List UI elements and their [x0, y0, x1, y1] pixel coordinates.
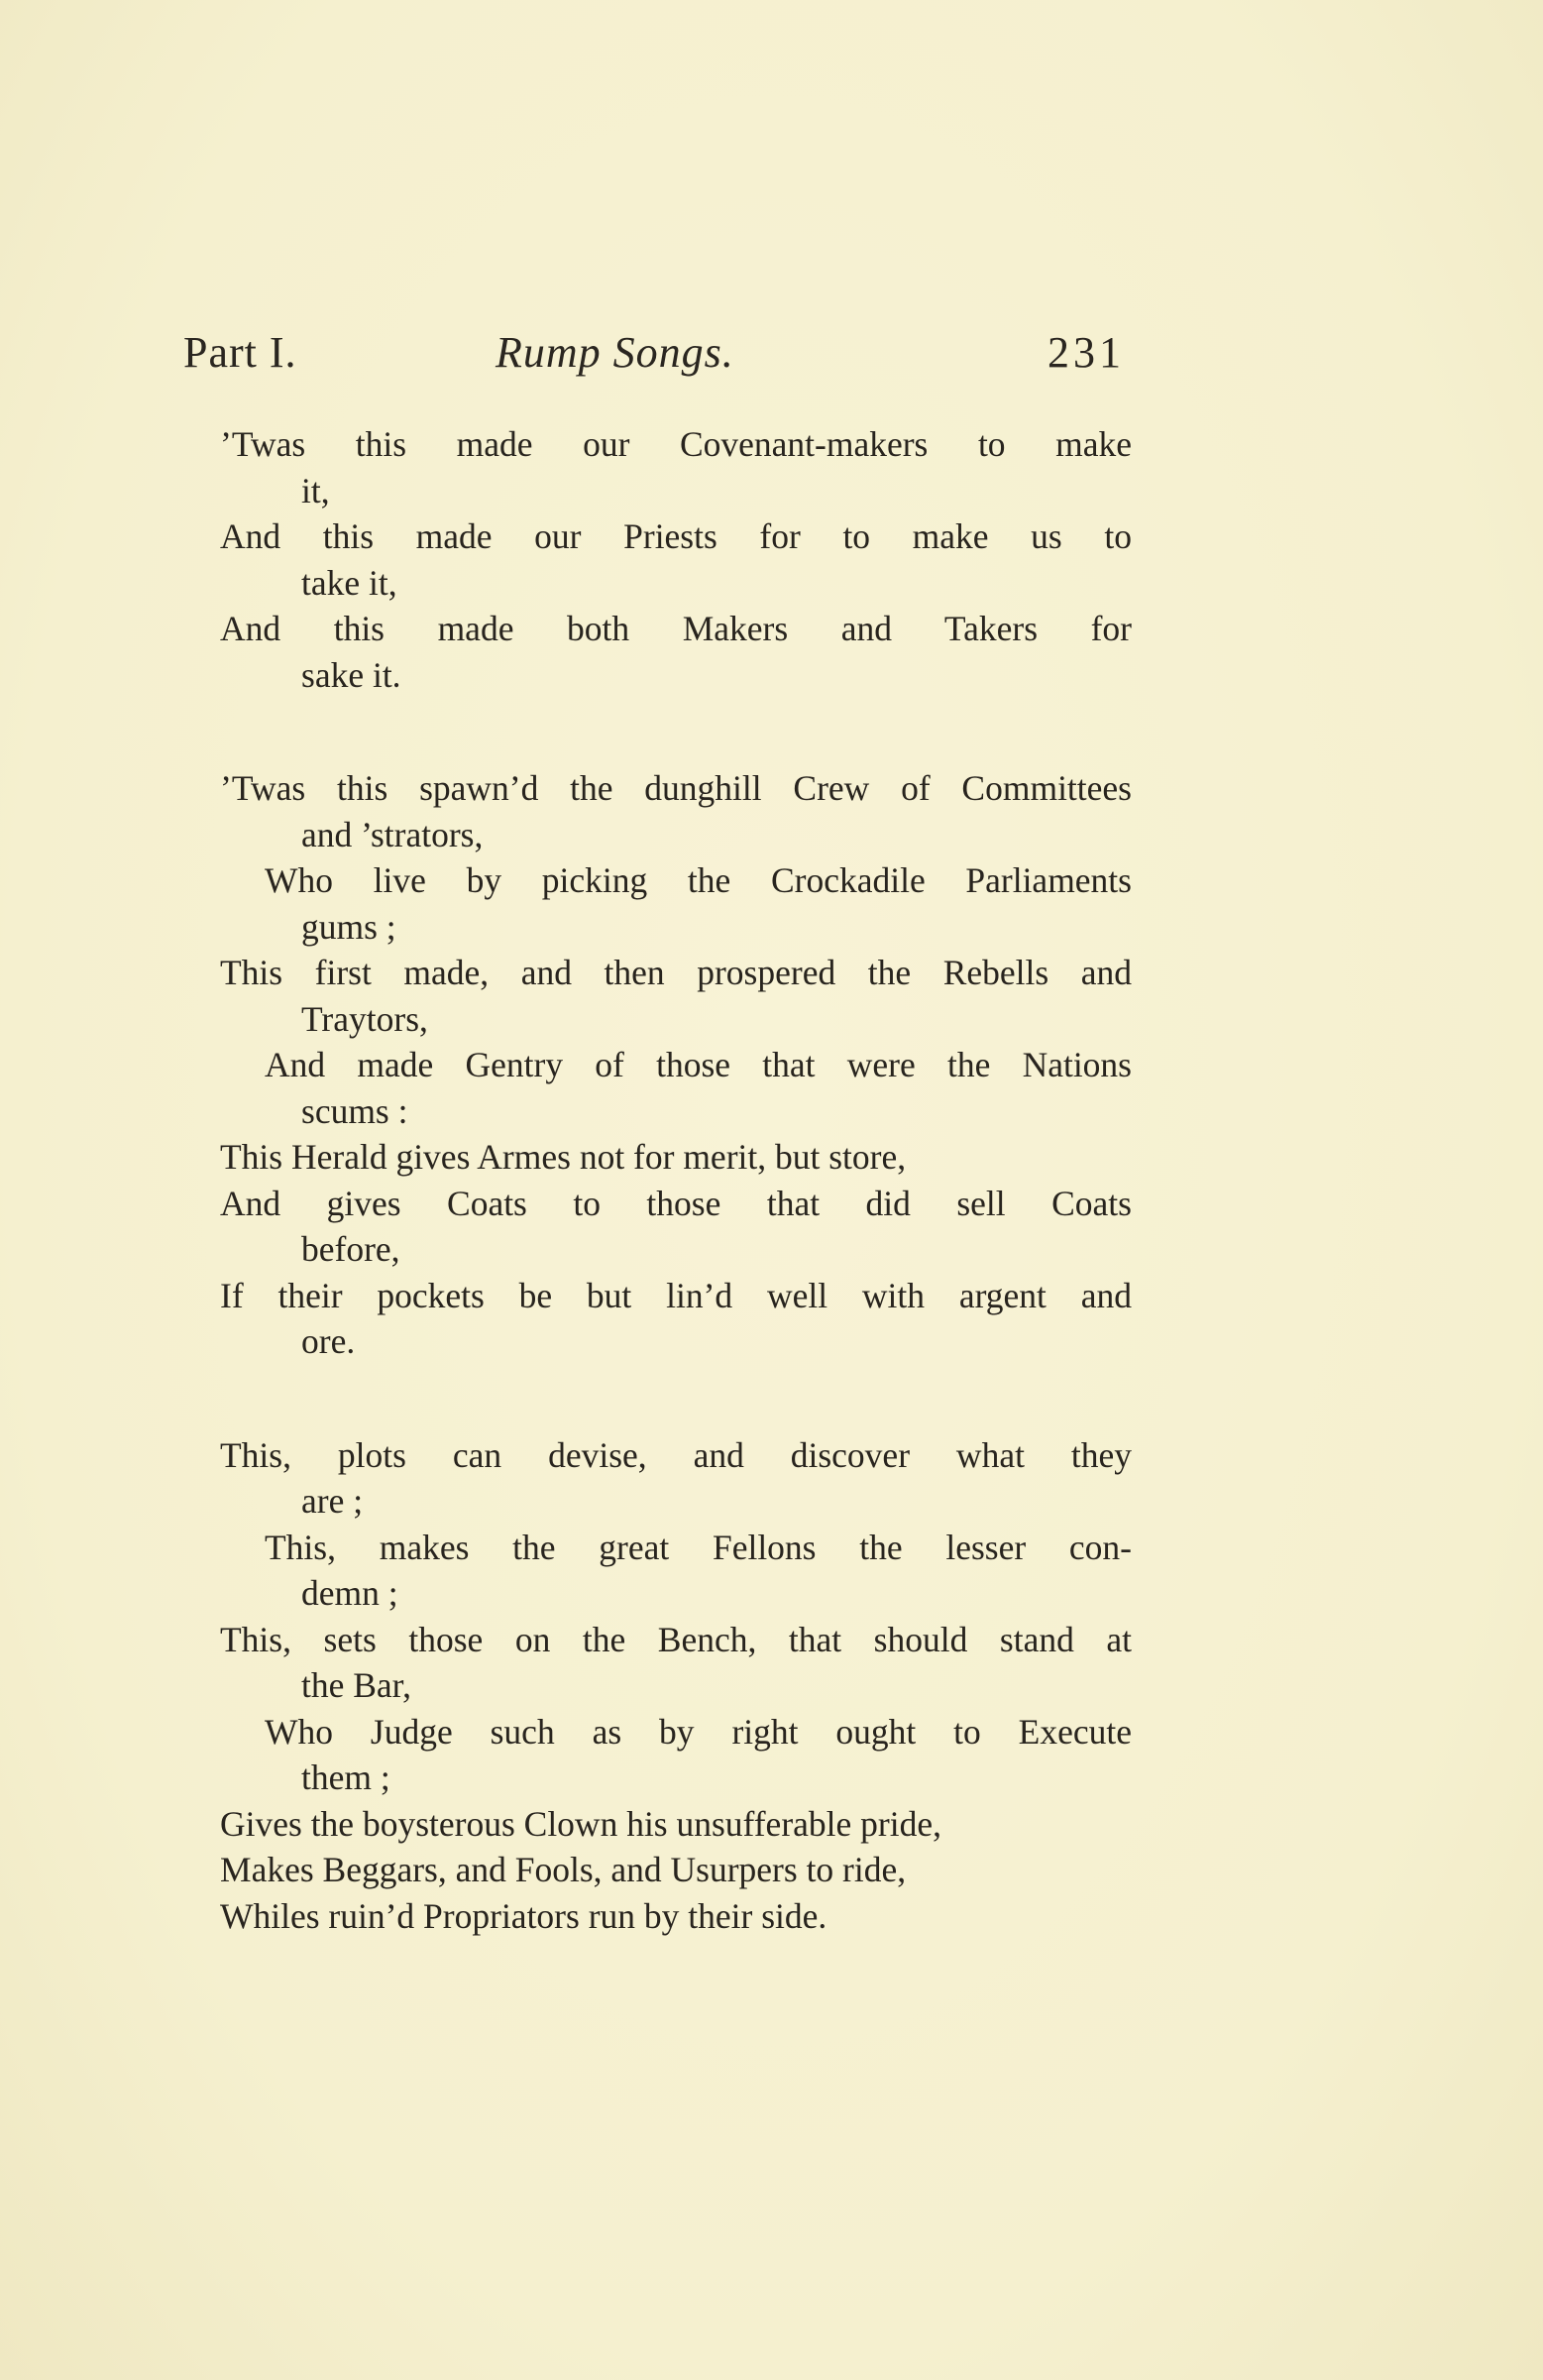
- stanza-break: [220, 1365, 1132, 1432]
- verse-line-continuation: take it,: [301, 562, 397, 603]
- verse-line-continuation: are ;: [301, 1481, 364, 1521]
- verse-line-continuation: and ’strators,: [301, 814, 484, 854]
- verse-line: Whiles ruin’d Propriators run by their side.: [220, 1895, 827, 1936]
- verse-line: And this made both Makers and Takers for: [220, 609, 1132, 648]
- verse-line-continuation: it,: [301, 470, 330, 510]
- part-label: Part I.: [183, 328, 297, 377]
- running-header: [183, 327, 1125, 397]
- stanza-1: [220, 421, 1132, 698]
- verse-line-continuation: demn ;: [301, 1573, 398, 1613]
- verse-line-continuation: them ;: [301, 1757, 390, 1797]
- verse-line: This first made, and then prospered the Rebells and: [220, 953, 1132, 992]
- verse-line: And gives Coats to those that did sell Coats: [220, 1183, 1132, 1223]
- verse-line: Makes Beggars, and Fools, and Usurpers to ride,: [220, 1850, 907, 1889]
- stanza-2: [220, 765, 1132, 1365]
- verse-line: This, sets those on the Bench, that should stand at: [220, 1619, 1132, 1659]
- verse-line: ’Twas this spawn’d the dunghill Crew of Committees: [220, 768, 1132, 808]
- poem-body: [220, 421, 1132, 1939]
- verse-line-continuation: the Bar,: [301, 1665, 411, 1705]
- verse-line: ’Twas this made our Covenant-makers to make: [220, 424, 1132, 464]
- verse-line: If their pockets be but lin’d well with argent and: [220, 1275, 1132, 1315]
- verse-line-indented: Who Judge such as by right ought to Execute: [265, 1711, 1132, 1752]
- verse-line-continuation: before,: [301, 1229, 400, 1269]
- running-title: Rump Songs.: [496, 328, 734, 377]
- stanza-break: [220, 698, 1132, 765]
- verse-line-continuation: ore.: [301, 1321, 356, 1361]
- verse-line: This Herald gives Armes not for merit, but store,: [220, 1137, 907, 1177]
- page-number: 231: [1047, 328, 1125, 377]
- verse-line-continuation: gums ;: [301, 906, 396, 947]
- verse-line-continuation: scums :: [301, 1090, 408, 1131]
- verse-line-indented: And made Gentry of those that were the Nations: [265, 1045, 1132, 1084]
- verse-line-indented: Who live by picking the Crockadile Parliaments: [265, 860, 1132, 900]
- verse-line-indented: This, makes the great Fellons the lesser con-: [265, 1527, 1132, 1567]
- verse-line: Gives the boysterous Clown his unsufferable pride,: [220, 1803, 941, 1844]
- verse-line-continuation: Traytors,: [301, 998, 428, 1039]
- verse-line: And this made our Priests for to make us to: [220, 516, 1132, 556]
- stanza-3: [220, 1432, 1132, 1940]
- verse-line-continuation: sake it.: [301, 654, 401, 695]
- verse-line: This, plots can devise, and discover what they: [220, 1434, 1132, 1475]
